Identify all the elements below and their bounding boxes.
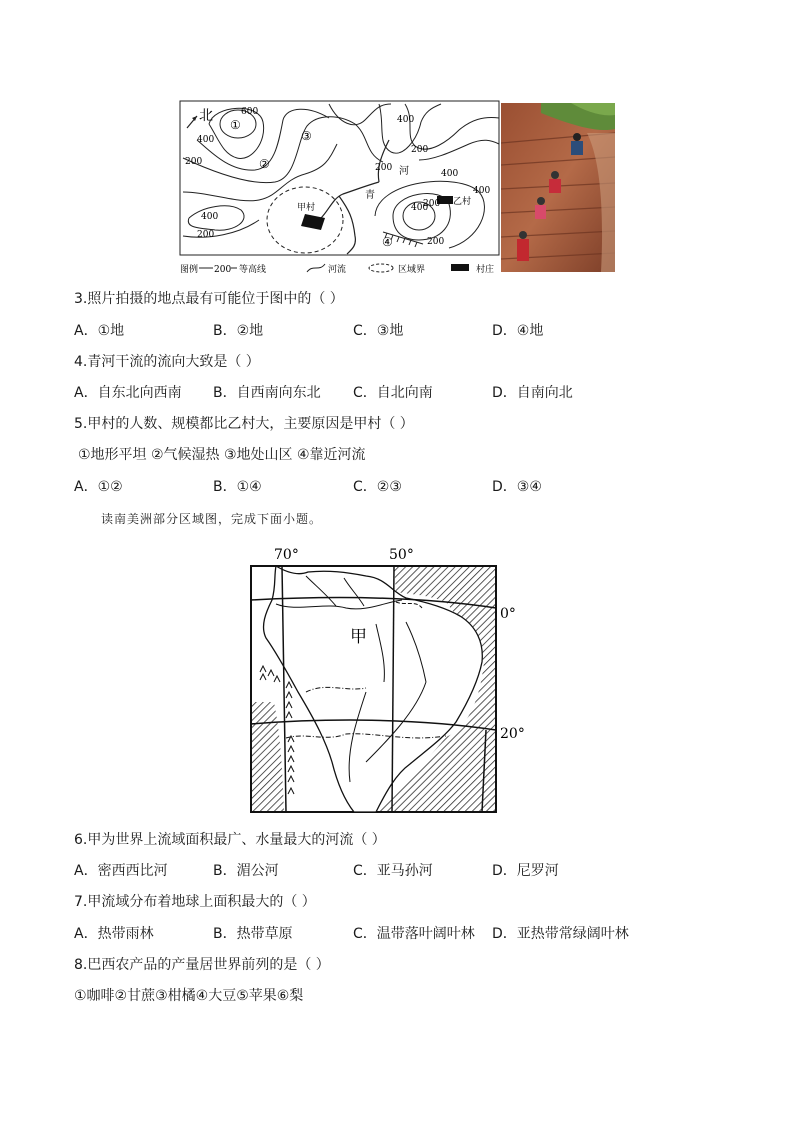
question-7 (74, 892, 316, 912)
option-a[interactable]: A．①地 (74, 323, 125, 339)
option-b[interactable]: B．②地 (213, 323, 264, 339)
contour-label: 200 (411, 145, 429, 155)
legend-river-icon (307, 264, 325, 272)
river-label-2: 河 (399, 166, 409, 177)
option-c[interactable]: C．亚马孙河 (353, 863, 433, 879)
question-5 (74, 414, 414, 434)
legend-boundary: 区域界 (398, 265, 426, 275)
mark-1: ① (230, 118, 241, 132)
option-a[interactable]: A．热带雨林 (74, 926, 154, 942)
village-yi-label: 乙村 (453, 197, 472, 207)
lon-70-label: 70° (274, 547, 299, 563)
option-c[interactable]: C．温带落叶阔叶林 (353, 926, 475, 942)
mark-4: ④ (382, 235, 393, 249)
lon-50-label: 50° (389, 547, 414, 563)
legend-village-icon (451, 264, 469, 271)
question-number: 3. (74, 291, 88, 307)
option-b[interactable]: B．热带草原 (213, 926, 293, 942)
option-a[interactable]: A．自东北向西南 (74, 385, 182, 401)
option-c[interactable]: C．②③ (353, 479, 402, 495)
option-a[interactable]: A．密西西比河 (74, 863, 168, 879)
option-d[interactable]: D．④地 (492, 323, 544, 339)
lat-0-label: 0° (500, 606, 516, 622)
question-3 (74, 289, 344, 309)
map-legend (180, 263, 494, 275)
legend-contour: 等高线 (239, 265, 267, 275)
legend-contour-value: 200 (214, 265, 232, 275)
question-number: 7. (74, 894, 88, 910)
contour-label: 400 (441, 169, 459, 179)
contour-label: 200 (185, 157, 203, 167)
question-text: 照片拍摄的地点最有可能位于图中的（ ） (87, 291, 344, 307)
question-number: 6. (74, 832, 88, 848)
question-number: 4. (74, 354, 88, 370)
question-number: 5. (74, 416, 88, 432)
south-america-map (246, 542, 536, 817)
contour-label: 200 (197, 230, 215, 240)
contour-label: 200 (427, 237, 445, 247)
river-label-1: 青 (365, 190, 375, 201)
section-intro: 读南美洲部分区域图，完成下面小题。 (101, 512, 323, 526)
village-jia-label: 甲村 (297, 203, 316, 213)
contour-label: 200 (423, 199, 441, 209)
option-c[interactable]: C．自北向南 (353, 385, 433, 401)
question-4 (74, 352, 260, 372)
question-8 (74, 955, 330, 975)
contour-label: 400 (201, 212, 219, 222)
question-text: 巴西农产品的产量居世界前列的是（ ） (87, 957, 330, 973)
legend-prefix: 图例 (180, 265, 199, 275)
legend-boundary-icon (369, 264, 393, 272)
mark-2: ② (259, 157, 270, 171)
north-label: 北 (199, 108, 213, 124)
legend-village: 村庄 (476, 265, 495, 275)
question-text: 甲村的人数、规模都比乙村大，主要原因是甲村（ ） (87, 416, 414, 432)
question-text: 青河干流的流向大致是（ ） (87, 354, 260, 370)
option-c[interactable]: C．③地 (353, 323, 404, 339)
label-jia: 甲 (350, 627, 367, 647)
option-b[interactable]: B．自西南向东北 (213, 385, 321, 401)
option-b[interactable]: B．①④ (213, 479, 262, 495)
option-a[interactable]: A．①② (74, 479, 123, 495)
contour-label: 600 (241, 107, 259, 117)
option-d[interactable]: D．尼罗河 (492, 863, 559, 879)
contour-label: 400 (197, 135, 215, 145)
question-text: 甲为世界上流域面积最广、水量最大的河流（ ） (87, 832, 386, 848)
contour-label: 400 (473, 186, 491, 196)
lat-20-label: 20° (500, 726, 525, 742)
question-8-statements: ①咖啡②甘蔗③柑橘④大豆⑤苹果⑥梨 (74, 988, 304, 1004)
ocean-hatch (251, 702, 284, 812)
rock-climbing-photo (501, 103, 615, 272)
contour-label: 400 (397, 115, 415, 125)
mark-3: ③ (301, 129, 312, 143)
contour-label: 200 (375, 163, 393, 173)
topographic-map (179, 100, 501, 278)
option-d[interactable]: D．亚热带常绿阔叶林 (492, 926, 629, 942)
question-text: 甲流域分布着地球上面积最大的（ ） (87, 894, 316, 910)
option-b[interactable]: B．湄公河 (213, 863, 279, 879)
question-5-statements: ①地形平坦 ②气候湿热 ③地处山区 ④靠近河流 (78, 447, 366, 463)
option-d[interactable]: D．③④ (492, 479, 542, 495)
question-6 (74, 830, 386, 850)
contour-label: 400 (411, 203, 429, 213)
question-number: 8. (74, 957, 88, 973)
legend-river: 河流 (328, 265, 347, 275)
option-d[interactable]: D．自南向北 (492, 385, 573, 401)
